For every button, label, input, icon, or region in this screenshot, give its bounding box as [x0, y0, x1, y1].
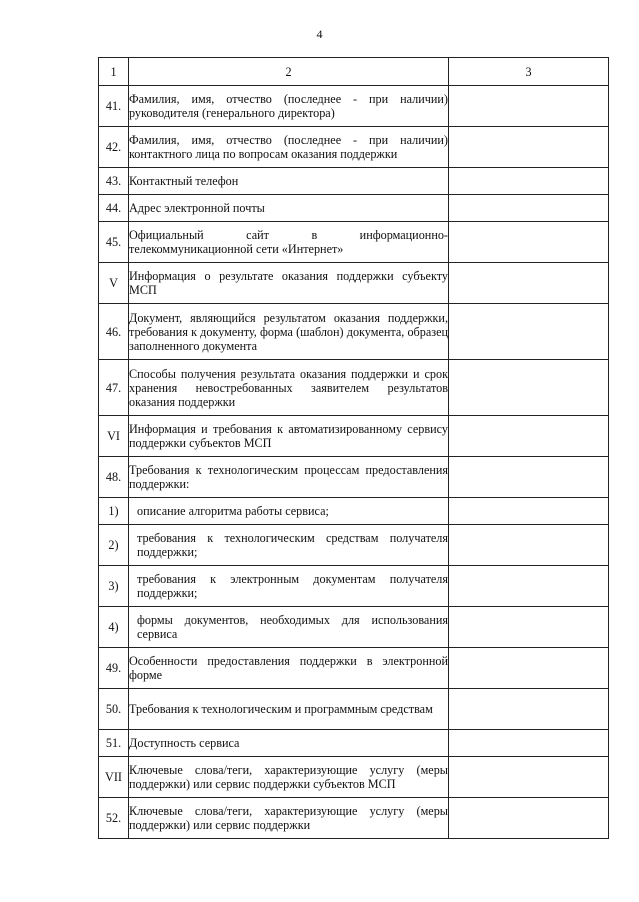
table-row — [99, 168, 609, 195]
row-description: Контактный телефон — [129, 168, 449, 195]
row-number: V — [99, 263, 129, 304]
row-number: 41. — [99, 86, 129, 127]
table-row — [99, 360, 609, 416]
table-row — [99, 798, 609, 839]
row-description: Адрес электронной почты — [129, 195, 449, 222]
table-row — [99, 127, 609, 168]
row-value-cell[interactable] — [449, 360, 609, 416]
row-number: VII — [99, 757, 129, 798]
table-header-row — [99, 58, 609, 86]
row-number: 4) — [99, 607, 129, 648]
row-number: 49. — [99, 648, 129, 689]
row-description: Требования к технологическим процессам предоставления поддержки: — [129, 457, 449, 498]
table-row — [99, 498, 609, 525]
row-value-cell[interactable] — [449, 195, 609, 222]
row-description: Особенности предоставления поддержки в электронной форме — [129, 648, 449, 689]
row-number: 51. — [99, 730, 129, 757]
row-description: Ключевые слова/теги, характеризующие услугу (меры поддержки) или сервис поддержки субъектов МСП — [129, 757, 449, 798]
table-row — [99, 416, 609, 457]
table-row — [99, 689, 609, 730]
table-row — [99, 195, 609, 222]
row-number: 43. — [99, 168, 129, 195]
table-row — [99, 730, 609, 757]
row-value-cell[interactable] — [449, 222, 609, 263]
table-row — [99, 304, 609, 360]
row-value-cell[interactable] — [449, 127, 609, 168]
page-number: 4 — [316, 27, 323, 41]
row-number: 52. — [99, 798, 129, 839]
table-row — [99, 648, 609, 689]
row-description: Официальный сайт в информационно-телекоммуникационной сети «Интернет» — [129, 222, 449, 263]
row-number: 47. — [99, 360, 129, 416]
row-value-cell[interactable] — [449, 416, 609, 457]
table-row — [99, 222, 609, 263]
row-description: Информация о результате оказания поддержки субъекту МСП — [129, 263, 449, 304]
row-value-cell[interactable] — [449, 607, 609, 648]
row-value-cell[interactable] — [449, 86, 609, 127]
row-value-cell[interactable] — [449, 525, 609, 566]
row-number: 48. — [99, 457, 129, 498]
table-row — [99, 757, 609, 798]
row-value-cell[interactable] — [449, 263, 609, 304]
table-row — [99, 525, 609, 566]
form-table — [98, 57, 609, 839]
row-number: 44. — [99, 195, 129, 222]
row-number: VI — [99, 416, 129, 457]
row-description: Информация и требования к автоматизированному сервису поддержки субъектов МСП — [129, 416, 449, 457]
row-description: формы документов, необходимых для использования сервиса — [129, 607, 449, 648]
row-description: Требования к технологическим и программным средствам — [129, 689, 449, 730]
row-number: 42. — [99, 127, 129, 168]
row-number: 46. — [99, 304, 129, 360]
row-value-cell[interactable] — [449, 457, 609, 498]
row-value-cell[interactable] — [449, 689, 609, 730]
row-value-cell[interactable] — [449, 648, 609, 689]
table-row — [99, 457, 609, 498]
row-description: Доступность сервиса — [129, 730, 449, 757]
row-value-cell[interactable] — [449, 304, 609, 360]
table-row — [99, 86, 609, 127]
row-number: 3) — [99, 566, 129, 607]
row-description: описание алгоритма работы сервиса; — [129, 498, 449, 525]
row-number: 45. — [99, 222, 129, 263]
table-row — [99, 607, 609, 648]
row-value-cell[interactable] — [449, 168, 609, 195]
row-value-cell[interactable] — [449, 730, 609, 757]
row-description: Фамилия, имя, отчество (последнее - при наличии) контактного лица по вопросам оказания поддержки — [129, 127, 449, 168]
row-value-cell[interactable] — [449, 798, 609, 839]
row-description: Документ, являющийся результатом оказания поддержки, требования к документу, форма (шаблон) документа, образец заполненного документа — [129, 304, 449, 360]
row-description: требования к технологическим средствам получателя поддержки; — [129, 525, 449, 566]
header-cell-3: 3 — [449, 58, 609, 86]
row-value-cell[interactable] — [449, 566, 609, 607]
row-description: Способы получения результата оказания поддержки и срок хранения невостребованных заявителем результатов оказания поддержки — [129, 360, 449, 416]
table-row — [99, 263, 609, 304]
row-number: 1) — [99, 498, 129, 525]
row-description: Фамилия, имя, отчество (последнее - при наличии) руководителя (генерального директора) — [129, 86, 449, 127]
row-number: 2) — [99, 525, 129, 566]
header-cell-2: 2 — [129, 58, 449, 86]
row-description: Ключевые слова/теги, характеризующие услугу (меры поддержки) или сервис поддержки — [129, 798, 449, 839]
row-description: требования к электронным документам получателя поддержки; — [129, 566, 449, 607]
row-value-cell[interactable] — [449, 498, 609, 525]
row-number: 50. — [99, 689, 129, 730]
header-cell-1: 1 — [99, 58, 129, 86]
table-row — [99, 566, 609, 607]
row-value-cell[interactable] — [449, 757, 609, 798]
